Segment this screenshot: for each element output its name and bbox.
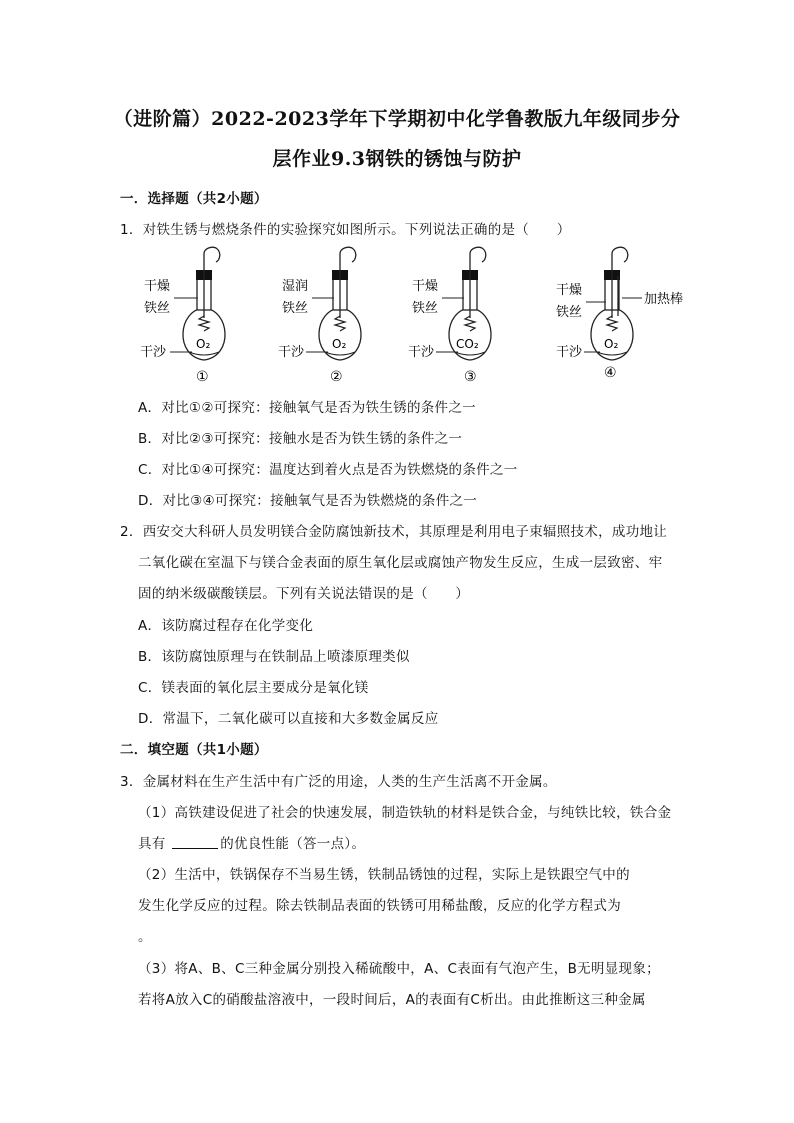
- question-2-stem-line3: 固的纳米级碳酸镁层。下列有关说法错误的是（ ）: [138, 586, 470, 602]
- section-heading-fill: 二．填空题（共1小题）: [120, 742, 268, 758]
- q2-option-b: B．该防腐蚀原理与在铁制品上喷漆原理类似: [138, 649, 410, 665]
- flask-2-sand: 干沙: [278, 345, 305, 360]
- flask-4-heating-rod-label: 加热棒: [644, 292, 684, 307]
- flask-2-label-bottom: 铁丝: [282, 301, 309, 316]
- flask-1-number: ①: [196, 369, 209, 385]
- flask-4-sand: 干沙: [556, 345, 583, 360]
- flask-1-label-bottom: 铁丝: [144, 301, 171, 316]
- document-title-line2: 层作业9.3钢铁的锈蚀与防护: [272, 148, 522, 170]
- flask-4-label-top: 干燥: [556, 283, 583, 298]
- flask-4: [556, 247, 683, 381]
- flask-1: [140, 247, 225, 385]
- q2-option-d: D．常温下，二氧化碳可以直接和大多数金属反应: [138, 711, 439, 727]
- flask-3-gas: CO₂: [456, 337, 479, 351]
- flask-4-label-bottom: 铁丝: [556, 305, 583, 320]
- q3-part3-line2: 若将A放入C的硝酸盐溶液中，一段时间后，A的表面有C析出。由此推断这三种金属: [138, 992, 646, 1008]
- q3-part1-line2: [138, 832, 365, 852]
- flask-4-gas: O₂: [604, 337, 619, 351]
- q3-part2-line2: 发生化学反应的过程。除去铁制品表面的铁锈可用稀盐酸，反应的化学方程式为: [138, 898, 621, 914]
- q3-part1-prefix: 具有: [138, 836, 171, 852]
- q2-option-c: C．镁表面的氧化层主要成分是氧化镁: [138, 680, 369, 696]
- flask-3: [408, 247, 491, 385]
- flask-2-number: ②: [330, 369, 343, 385]
- flask-3-label-top: 干燥: [412, 279, 439, 294]
- question-1-stem: 1．对铁生锈与燃烧条件的实验探究如图所示。下列说法正确的是（ ）: [120, 222, 571, 238]
- q1-option-b: B．对比②③可探究：接触水是否为铁生锈的条件之一: [138, 431, 463, 447]
- question-3-stem: 3．金属材料在生产生活中有广泛的用途，人类的生产生活离不开金属。: [120, 774, 557, 790]
- flask-2-label-top: 湿润: [282, 279, 309, 294]
- q3-part1-line1: （1）高铁建设促进了社会的快速发展，制造铁轨的材料是铁合金，与纯铁比较，铁合金: [138, 805, 672, 821]
- flask-3-number: ③: [464, 369, 477, 385]
- flask-2: [278, 247, 361, 385]
- flask-1-label-top: 干燥: [144, 279, 171, 294]
- flask-1-sand: 干沙: [140, 345, 167, 360]
- flask-2-gas: O₂: [332, 337, 347, 351]
- experiment-figure: [130, 244, 730, 386]
- q3-part2-line3: 。: [138, 929, 152, 945]
- question-2-stem-line1: 2．西安交大科研人员发明镁合金防腐蚀新技术，其原理是利用电子束辐照技术，成功地让: [120, 524, 668, 540]
- q3-part3-line1: （3）将A、B、C三种金属分别投入稀硫酸中，A、C表面有气泡产生，B无明显现象；: [138, 961, 660, 977]
- q2-option-a: A．该防腐过程存在化学变化: [138, 618, 314, 634]
- q1-option-d: D．对比③④可探究：接触氧气是否为铁燃烧的条件之一: [138, 493, 478, 509]
- flask-1-gas: O₂: [196, 337, 211, 351]
- q1-option-a: A．对比①②可探究：接触氧气是否为铁生锈的条件之一: [138, 400, 476, 416]
- flask-3-sand: 干沙: [408, 345, 435, 360]
- document-title-line1: （进阶篇）2022-2023学年下学期初中化学鲁教版九年级同步分: [113, 108, 681, 130]
- flask-3-label-bottom: 铁丝: [412, 301, 439, 316]
- section-heading-choice: 一．选择题（共2小题）: [120, 191, 268, 207]
- q1-option-c: C．对比①④可探究：温度达到着火点是否为铁燃烧的条件之一: [138, 462, 518, 478]
- answer-blank[interactable]: [172, 836, 218, 849]
- q3-part2-line1: （2）生活中，铁锅保存不当易生锈，铁制品锈蚀的过程，实际上是铁跟空气中的: [138, 867, 630, 883]
- question-2-stem-line2: 二氧化碳在室温下与镁合金表面的原生氧化层或腐蚀产物发生反应，生成一层致密、牢: [138, 555, 663, 571]
- flask-4-number: ④: [604, 365, 617, 381]
- q3-part1-suffix: 的优良性能（答一点）。: [220, 836, 366, 852]
